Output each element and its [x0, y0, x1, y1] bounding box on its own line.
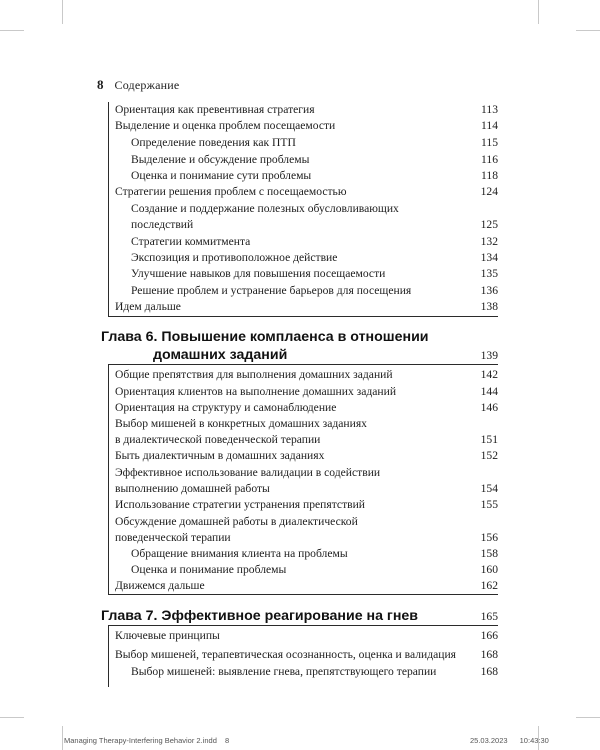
- toc-entry-page: 168: [480, 648, 498, 661]
- toc-entry: [115, 578, 498, 594]
- chapter-page: 139: [480, 349, 498, 362]
- toc-subentry: [131, 234, 498, 250]
- toc-entry-page: 168: [480, 665, 498, 678]
- section-rule: [108, 316, 498, 317]
- toc-entry-page: 125: [480, 218, 498, 231]
- slug-file: [64, 736, 229, 745]
- toc-entry-page: 113: [481, 103, 498, 116]
- toc-entry-text: Ключевые принципы: [115, 629, 220, 642]
- toc-entry: [115, 514, 498, 546]
- toc-entry-text: Общие препятствия для выполнения домашних заданий: [115, 368, 393, 381]
- toc-entry-page: 162: [480, 579, 498, 592]
- toc-entry-text: Выбор мишеней: выявление гнева, препятствующего терапии: [131, 665, 437, 678]
- toc-entry-text: Решение проблем и устранение барьеров для посещения: [131, 284, 412, 297]
- slug-timestamp: [470, 736, 549, 745]
- toc-entry-page: 134: [480, 251, 498, 264]
- toc-entry-page: 152: [480, 449, 498, 462]
- slug-page: 8: [224, 736, 230, 745]
- toc-entry: [115, 299, 498, 315]
- toc-entry: [115, 367, 498, 383]
- toc-entry-page: 142: [480, 368, 498, 381]
- toc-entry: [115, 628, 498, 644]
- toc-entry: [115, 448, 498, 464]
- toc-entry-text: Использование стратегии устранения препятствий: [115, 498, 366, 511]
- toc-entry-text: Выбор мишеней, терапевтическая осознанность, оценка и валидация: [115, 648, 456, 661]
- toc-entry-text: Идем дальше: [115, 300, 181, 313]
- toc-entry-page: 158: [480, 547, 498, 560]
- toc-entry-text-continued: выполнению домашней работы: [115, 482, 270, 495]
- crop-mark: [0, 717, 24, 718]
- toc-entry-text: Оценка и понимание сути проблемы: [131, 169, 312, 182]
- toc-entry-text: Выделение и оценка проблем посещаемости: [115, 119, 336, 132]
- toc-subentry: [131, 266, 498, 282]
- crop-mark: [576, 717, 600, 718]
- toc-subentry: [131, 250, 498, 266]
- toc-entry-page: 156: [480, 531, 498, 544]
- chapter-title-line2: домашних заданий: [153, 347, 288, 363]
- toc-entry-text: Оценка и понимание проблемы: [131, 563, 287, 576]
- toc-entry-text: Определение поведения как ПТП: [131, 136, 296, 149]
- toc-entry: [115, 647, 498, 663]
- toc-entry-text-continued: поведенческой терапии: [115, 531, 231, 544]
- running-head-title: Содержание: [114, 78, 180, 92]
- toc-entry-page: 118: [481, 169, 498, 182]
- toc-entry-text: Ориентация на структуру и самонаблюдение: [115, 401, 337, 414]
- toc-entry-text: Создание и поддержание полезных обусловливающих: [131, 202, 399, 215]
- toc-entry: [115, 102, 498, 118]
- toc-entry-text: Выделение и обсуждение проблемы: [131, 153, 310, 166]
- toc-entry: [115, 184, 498, 200]
- slug-date: 25.03.2023: [470, 736, 508, 745]
- toc-entry-text: Ориентация клиентов на выполнение домашних заданий: [115, 385, 397, 398]
- chapter-heading: [101, 607, 498, 625]
- toc-entry-page: 146: [480, 401, 498, 414]
- section-rule: [108, 594, 498, 595]
- toc-entry-page: 132: [480, 235, 498, 248]
- toc-entry-page: 124: [480, 185, 498, 198]
- running-head: [97, 77, 179, 93]
- chapter-title-line1: Глава 6. Повышение комплаенса в отношении: [101, 329, 429, 345]
- toc-subentry: [131, 562, 498, 578]
- section-vertical-rule: [108, 364, 109, 594]
- toc-entry-page: 154: [480, 482, 498, 495]
- toc-entry-page: 135: [480, 267, 498, 280]
- crop-mark: [538, 0, 539, 24]
- toc-entry-page: 166: [480, 629, 498, 642]
- toc-entry-page: 160: [480, 563, 498, 576]
- crop-mark: [62, 0, 63, 24]
- toc-entry-text: Эффективное использование валидации в содействии: [115, 466, 381, 479]
- toc-subentry: [131, 201, 498, 233]
- crop-mark: [0, 30, 24, 31]
- toc-entry: [115, 497, 498, 513]
- toc-entry-page: 138: [480, 300, 498, 313]
- toc-entry-text: Экспозиция и противоположное действие: [131, 251, 338, 264]
- toc-entry-text: Быть диалектичным в домашних заданиях: [115, 449, 325, 462]
- toc-entry-text-continued: последствий: [131, 218, 194, 231]
- toc-subentry: [131, 168, 498, 184]
- toc-entry-text: Обращение внимания клиента на проблемы: [131, 547, 348, 560]
- section-vertical-rule: [108, 625, 109, 687]
- chapter-title: Глава 7. Эффективное реагирование на гнев: [101, 608, 419, 624]
- slug-filename: Managing Therapy-Interfering Behavior 2.indd: [64, 736, 217, 745]
- toc-subentry: [131, 152, 498, 168]
- toc-entry-text: Ориентация как превентивная стратегия: [115, 103, 315, 116]
- slug-time: 10:43:30: [519, 736, 549, 745]
- toc-entry: [115, 400, 498, 416]
- toc-subentry: [131, 135, 498, 151]
- toc-entry-page: 144: [480, 385, 498, 398]
- section-vertical-rule: [108, 102, 109, 316]
- chapter-rule: [108, 625, 498, 626]
- toc-entry: [115, 384, 498, 400]
- crop-mark: [62, 726, 63, 750]
- toc-entry-page: 116: [481, 153, 498, 166]
- toc-entry-text: Улучшение навыков для повышения посещаемости: [131, 267, 386, 280]
- toc-subentry: [131, 283, 498, 299]
- crop-mark: [576, 30, 600, 31]
- toc-subentry: [131, 664, 498, 680]
- toc-entry: [115, 118, 498, 134]
- toc-entry-text: Обсуждение домашней работы в диалектической: [115, 515, 358, 528]
- toc-entry-text: Выбор мишеней в конкретных домашних заданиях: [115, 417, 367, 430]
- toc-entry-page: 114: [481, 119, 498, 132]
- toc-entry: [115, 465, 498, 497]
- chapter-rule: [108, 364, 498, 365]
- toc-entry-page: 155: [480, 498, 498, 511]
- toc-entry-text: Стратегии решения проблем с посещаемостью: [115, 185, 347, 198]
- chapter-page: 165: [480, 610, 498, 623]
- chapter-heading: [101, 328, 498, 364]
- toc-subentry: [131, 546, 498, 562]
- toc-entry-text: Стратегии коммитмента: [131, 235, 251, 248]
- page-number: 8: [97, 77, 104, 92]
- toc-entry-page: 115: [481, 136, 498, 149]
- toc-entry-page: 136: [480, 284, 498, 297]
- toc-entry: [115, 416, 498, 448]
- toc-entry-text: Движемся дальше: [115, 579, 205, 592]
- toc-entry-text-continued: в диалектической поведенческой терапии: [115, 433, 321, 446]
- toc-entry-page: 151: [480, 433, 498, 446]
